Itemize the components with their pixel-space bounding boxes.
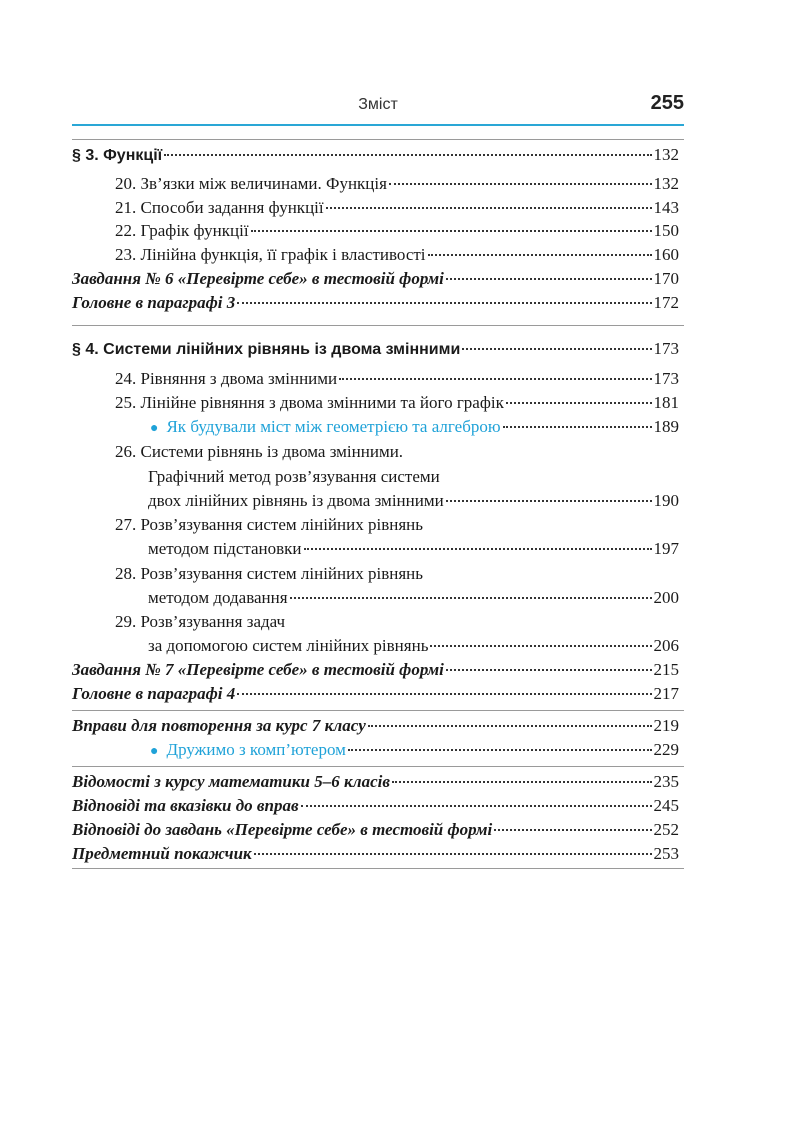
divider xyxy=(72,766,684,767)
bullet-dot-icon: ● xyxy=(150,421,159,436)
toc-entry-28-line1: 28. Розв’язування систем лінійних рівнянь xyxy=(115,564,423,583)
toc-entry-28[interactable] xyxy=(148,586,679,610)
dot-leader xyxy=(389,183,652,185)
dot-leader xyxy=(339,378,651,380)
toc-entry-29[interactable] xyxy=(148,634,679,658)
toc-entry-title: методом додавання xyxy=(148,588,288,607)
dot-leader xyxy=(462,348,651,350)
toc-entry-title: Головне в параграфі 4 xyxy=(72,684,236,703)
toc-entry-bridge[interactable] xyxy=(150,415,679,439)
toc-entry-page: 150 xyxy=(653,221,679,240)
toc-entry-title: 21. Способи задання функції xyxy=(115,198,324,217)
toc-entry-20[interactable] xyxy=(115,172,679,196)
toc-entry-test-answers[interactable] xyxy=(72,818,679,842)
toc-entry-page: 160 xyxy=(653,245,679,264)
dot-leader xyxy=(326,207,652,209)
dot-leader xyxy=(503,426,652,428)
toc-entry-summary-3[interactable] xyxy=(72,291,679,315)
toc-entry-page: 217 xyxy=(653,684,679,703)
dot-leader xyxy=(290,597,652,599)
toc-entry-page: 219 xyxy=(653,716,679,735)
toc-entry-page: 190 xyxy=(653,491,679,510)
toc-entry-page: 206 xyxy=(653,636,679,655)
toc-entry-title: 24. Рівняння з двома змінними xyxy=(115,369,338,388)
toc-entry-27[interactable] xyxy=(148,537,679,561)
toc-entry-title: Завдання № 6 «Перевірте себе» в тестовій формі xyxy=(72,269,444,288)
toc-entry-page: 215 xyxy=(653,660,679,679)
toc-entry-page: 170 xyxy=(653,269,679,288)
dot-leader xyxy=(494,829,651,831)
toc-entry-title: Головне в параграфі 3 xyxy=(72,293,236,312)
toc-entry-page: 200 xyxy=(653,588,679,607)
toc-entry-test-7[interactable] xyxy=(72,658,679,682)
dot-leader xyxy=(446,669,652,671)
dot-leader xyxy=(237,693,651,695)
toc-entry-title: § 3. Функції xyxy=(72,147,163,164)
toc-entry-title: методом підстановки xyxy=(148,539,302,558)
toc-entry-23[interactable] xyxy=(115,243,679,267)
toc-entry-title: за допомогою систем лінійних рівнянь xyxy=(148,636,429,655)
toc-entry-test-6[interactable] xyxy=(72,267,679,291)
toc-entry-title: 20. Зв’язки між величинами. Функція xyxy=(115,174,387,193)
divider xyxy=(72,868,684,869)
toc-entry-title: 23. Лінійна функція, її графік і властивості xyxy=(115,245,426,264)
toc-entry-page: 189 xyxy=(653,417,679,436)
toc-entry-review[interactable] xyxy=(72,714,679,738)
toc-entry-title: 22. Графік функції xyxy=(115,221,249,240)
toc-entry-page: 245 xyxy=(653,796,679,815)
toc-entry-title: 25. Лінійне рівняння з двома змінними та його графік xyxy=(115,393,504,412)
toc-entry-22[interactable] xyxy=(115,219,679,243)
dot-leader xyxy=(368,725,652,727)
toc-entry-24[interactable] xyxy=(115,367,679,391)
toc-entry-page: 132 xyxy=(653,145,679,164)
toc-entry-26-line2: Графічний метод розв’язування системи xyxy=(148,467,440,486)
toc-entry-page: 235 xyxy=(653,772,679,791)
dot-leader xyxy=(254,853,652,855)
page-number: 255 xyxy=(650,92,684,114)
toc-entry-page: 253 xyxy=(653,844,679,863)
dot-leader xyxy=(392,781,652,783)
toc-entry-title: Дружимо з комп’ютером xyxy=(166,740,346,759)
toc-entry-page: 173 xyxy=(653,369,679,388)
page-header xyxy=(72,90,684,126)
toc-entry-title: § 4. Системи лінійних рівнянь із двома змінними xyxy=(72,341,461,358)
toc-entry-page: 173 xyxy=(653,339,679,358)
dot-leader xyxy=(430,645,651,647)
toc-entry-29-line1: 29. Розв’язування задач xyxy=(115,612,286,631)
toc-entry-page: 172 xyxy=(653,293,679,312)
dot-leader xyxy=(164,154,651,156)
dot-leader xyxy=(304,548,652,550)
toc-entry-title: Відповіді до завдань «Перевірте себе» в тестовій формі xyxy=(72,820,493,839)
toc-entry-25[interactable] xyxy=(115,391,679,415)
toc-entry-page: 197 xyxy=(653,539,679,558)
toc-entry-26[interactable] xyxy=(148,489,679,513)
toc-entry-title: Завдання № 7 «Перевірте себе» в тестовій формі xyxy=(72,660,444,679)
toc-entry-answers[interactable] xyxy=(72,794,679,818)
toc-entry-title: Предметний покажчик xyxy=(72,844,252,863)
dot-leader xyxy=(251,230,652,232)
toc-entry-title: Відповіді та вказівки до вправ xyxy=(72,796,299,815)
toc-entry-27-line1: 27. Розв’язування систем лінійних рівнянь xyxy=(115,515,423,534)
toc-entry-page: 252 xyxy=(653,820,679,839)
dot-leader xyxy=(446,278,652,280)
toc-entry-title: Вправи для повторення за курс 7 класу xyxy=(72,716,366,735)
toc-entry-page: 229 xyxy=(653,740,679,759)
toc-entry-page: 181 xyxy=(653,393,679,412)
toc-entry-summary-4[interactable] xyxy=(72,682,679,706)
toc-entry-computer[interactable] xyxy=(150,738,679,762)
toc-entry-section-4[interactable] xyxy=(72,337,679,361)
dot-leader xyxy=(301,805,652,807)
section-title: Зміст xyxy=(358,96,398,113)
dot-leader xyxy=(506,402,652,404)
toc-entry-index[interactable] xyxy=(72,842,679,866)
dot-leader xyxy=(237,302,651,304)
divider xyxy=(72,710,684,711)
toc-entry-26-line1: 26. Системи рівнянь із двома змінними. xyxy=(115,442,404,461)
toc-entry-title: Як будували міст між геометрією та алгеброю xyxy=(166,417,501,436)
toc-entry-page: 132 xyxy=(653,174,679,193)
toc-entry-21[interactable] xyxy=(115,196,679,220)
dot-leader xyxy=(428,254,652,256)
divider xyxy=(72,139,684,140)
toc-entry-section-3[interactable] xyxy=(72,143,679,167)
dot-leader xyxy=(446,500,652,502)
toc-entry-info[interactable] xyxy=(72,770,679,794)
divider xyxy=(72,325,684,326)
toc-entry-title: двох лінійних рівнянь із двома змінними xyxy=(148,491,444,510)
dot-leader xyxy=(348,749,652,751)
bullet-dot-icon: ● xyxy=(150,744,159,759)
toc-entry-title: Відомості з курсу математики 5–6 класів xyxy=(72,772,390,791)
toc-entry-page: 143 xyxy=(653,198,679,217)
